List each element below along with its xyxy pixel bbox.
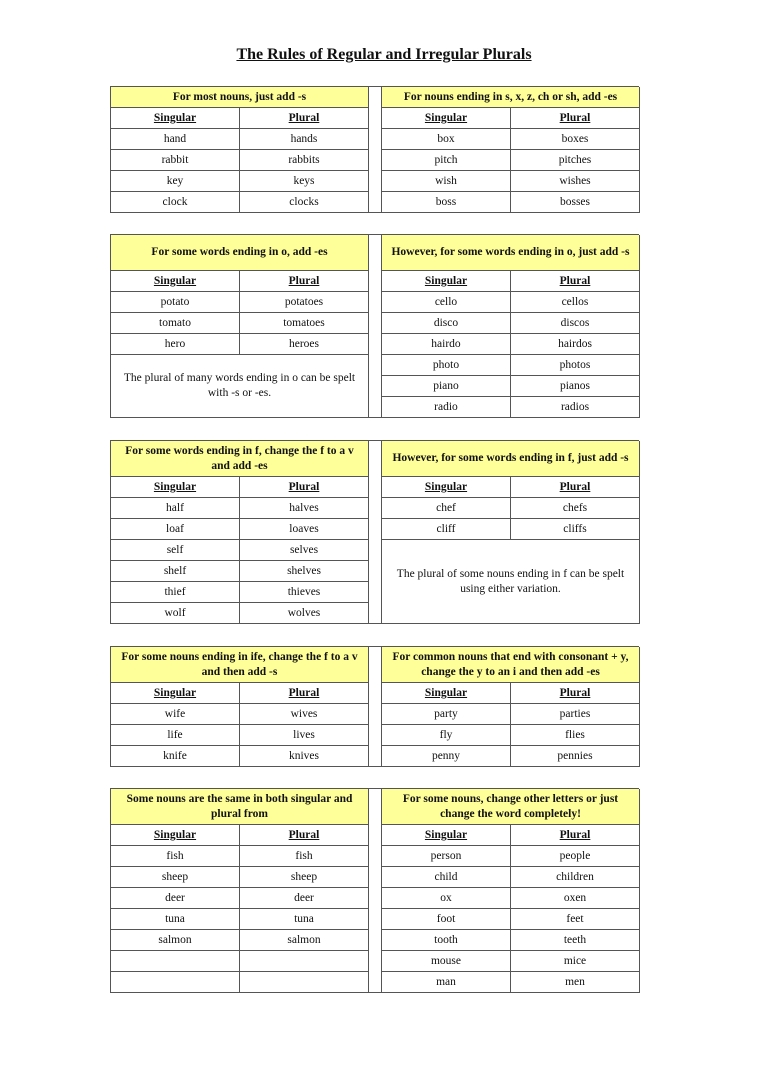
column-gap xyxy=(369,647,382,767)
plural-cell: thieves xyxy=(240,582,369,603)
plural-cell: rabbits xyxy=(240,150,369,171)
plural-cell: pennies xyxy=(511,746,640,767)
plural-cell: halves xyxy=(240,498,369,519)
plural-cell: loaves xyxy=(240,519,369,540)
plural-column-header: Plural xyxy=(240,825,369,846)
singular-cell: foot xyxy=(382,909,511,930)
empty-cell xyxy=(111,972,240,993)
singular-cell: fly xyxy=(382,725,511,746)
singular-cell: shelf xyxy=(111,561,240,582)
singular-cell: salmon xyxy=(111,930,240,951)
singular-cell: piano xyxy=(382,376,511,397)
plural-cell: tuna xyxy=(240,909,369,930)
singular-cell: ox xyxy=(382,888,511,909)
singular-cell: rabbit xyxy=(111,150,240,171)
section-ife-and-y xyxy=(110,646,639,767)
singular-cell: hand xyxy=(111,129,240,150)
plural-column-header: Plural xyxy=(240,271,369,292)
singular-column-header: Singular xyxy=(111,683,240,704)
singular-cell: cello xyxy=(382,292,511,313)
singular-cell: person xyxy=(382,846,511,867)
singular-cell: loaf xyxy=(111,519,240,540)
plural-cell: tomatoes xyxy=(240,313,369,334)
plural-column-header: Plural xyxy=(240,683,369,704)
empty-cell xyxy=(240,972,369,993)
singular-cell: pitch xyxy=(382,150,511,171)
singular-cell: potato xyxy=(111,292,240,313)
singular-cell: deer xyxy=(111,888,240,909)
column-gap xyxy=(369,87,382,213)
singular-column-header: Singular xyxy=(382,825,511,846)
singular-column-header: Singular xyxy=(382,108,511,129)
rule-header: However, for some words ending in o, just add -s xyxy=(382,235,640,271)
singular-column-header: Singular xyxy=(382,683,511,704)
rule-header: For some words ending in f, change the f to a v and add -es xyxy=(111,441,369,477)
plural-cell: hands xyxy=(240,129,369,150)
plural-cell: people xyxy=(511,846,640,867)
plural-cell: pianos xyxy=(511,376,640,397)
singular-cell: life xyxy=(111,725,240,746)
plural-cell: knives xyxy=(240,746,369,767)
singular-cell: tuna xyxy=(111,909,240,930)
rule-header: For nouns ending in s, x, z, ch or sh, add -es xyxy=(382,87,640,108)
section-words-ending-o xyxy=(110,234,639,418)
singular-cell: key xyxy=(111,171,240,192)
plural-cell: fish xyxy=(240,846,369,867)
column-gap xyxy=(369,789,382,993)
singular-column-header: Singular xyxy=(111,108,240,129)
rule-header: For most nouns, just add -s xyxy=(111,87,369,108)
section-same-and-irregular xyxy=(110,788,639,993)
singular-cell: chef xyxy=(382,498,511,519)
plural-cell: shelves xyxy=(240,561,369,582)
singular-cell: wolf xyxy=(111,603,240,624)
plural-cell: oxen xyxy=(511,888,640,909)
plural-cell: heroes xyxy=(240,334,369,355)
plural-cell: photos xyxy=(511,355,640,376)
plural-cell: teeth xyxy=(511,930,640,951)
plural-cell: feet xyxy=(511,909,640,930)
singular-cell: wife xyxy=(111,704,240,725)
section-words-ending-f xyxy=(110,440,639,624)
singular-column-header: Singular xyxy=(111,477,240,498)
plural-cell: wishes xyxy=(511,171,640,192)
plural-cell: men xyxy=(511,972,640,993)
singular-cell: self xyxy=(111,540,240,561)
plural-cell: hairdos xyxy=(511,334,640,355)
singular-cell: photo xyxy=(382,355,511,376)
plural-cell: potatoes xyxy=(240,292,369,313)
singular-column-header: Singular xyxy=(111,825,240,846)
plural-column-header: Plural xyxy=(240,108,369,129)
empty-cell xyxy=(111,951,240,972)
singular-cell: box xyxy=(382,129,511,150)
rule-header: Some nouns are the same in both singular and plural from xyxy=(111,789,369,825)
rule-header: For some nouns, change other letters or just change the word completely! xyxy=(382,789,640,825)
plural-cell: salmon xyxy=(240,930,369,951)
plural-cell: deer xyxy=(240,888,369,909)
singular-cell: tomato xyxy=(111,313,240,334)
singular-cell: man xyxy=(382,972,511,993)
plural-cell: lives xyxy=(240,725,369,746)
plural-column-header: Plural xyxy=(511,108,640,129)
plural-cell: cellos xyxy=(511,292,640,313)
plural-column-header: Plural xyxy=(511,477,640,498)
singular-column-header: Singular xyxy=(111,271,240,292)
singular-cell: clock xyxy=(111,192,240,213)
singular-cell: cliff xyxy=(382,519,511,540)
singular-column-header: Singular xyxy=(382,477,511,498)
column-gap xyxy=(369,441,382,624)
singular-cell: thief xyxy=(111,582,240,603)
plural-cell: clocks xyxy=(240,192,369,213)
plural-column-header: Plural xyxy=(240,477,369,498)
plural-cell: discos xyxy=(511,313,640,334)
singular-cell: tooth xyxy=(382,930,511,951)
plural-cell: bosses xyxy=(511,192,640,213)
note-cell: The plural of many words ending in o can be spelt with -s or -es. xyxy=(111,355,369,418)
singular-cell: disco xyxy=(382,313,511,334)
singular-column-header: Singular xyxy=(382,271,511,292)
rule-header: For common nouns that end with consonant + y, change the y to an i and then add -es xyxy=(382,647,640,683)
plural-cell: wives xyxy=(240,704,369,725)
singular-cell: party xyxy=(382,704,511,725)
singular-cell: hairdo xyxy=(382,334,511,355)
column-gap xyxy=(369,235,382,418)
empty-cell xyxy=(240,951,369,972)
singular-cell: radio xyxy=(382,397,511,418)
plural-column-header: Plural xyxy=(511,825,640,846)
plural-cell: children xyxy=(511,867,640,888)
page-title: The Rules of Regular and Irregular Plurals xyxy=(236,46,532,63)
singular-cell: wish xyxy=(382,171,511,192)
plural-cell: wolves xyxy=(240,603,369,624)
plural-cell: selves xyxy=(240,540,369,561)
singular-cell: child xyxy=(382,867,511,888)
singular-cell: fish xyxy=(111,846,240,867)
rule-header: For some words ending in o, add -es xyxy=(111,235,369,271)
plural-column-header: Plural xyxy=(511,271,640,292)
rule-header: For some nouns ending in ife, change the f to a v and then add -s xyxy=(111,647,369,683)
note-cell: The plural of some nouns ending in f can be spelt using either variation. xyxy=(382,540,640,624)
plural-cell: flies xyxy=(511,725,640,746)
plural-cell: pitches xyxy=(511,150,640,171)
plural-cell: mice xyxy=(511,951,640,972)
plural-cell: chefs xyxy=(511,498,640,519)
singular-cell: half xyxy=(111,498,240,519)
singular-cell: boss xyxy=(382,192,511,213)
singular-cell: penny xyxy=(382,746,511,767)
rule-header: However, for some words ending in f, just add -s xyxy=(382,441,640,477)
plural-cell: parties xyxy=(511,704,640,725)
singular-cell: mouse xyxy=(382,951,511,972)
singular-cell: knife xyxy=(111,746,240,767)
plural-cell: sheep xyxy=(240,867,369,888)
plural-cell: cliffs xyxy=(511,519,640,540)
singular-cell: hero xyxy=(111,334,240,355)
plural-cell: boxes xyxy=(511,129,640,150)
plural-cell: keys xyxy=(240,171,369,192)
plural-cell: radios xyxy=(511,397,640,418)
plural-column-header: Plural xyxy=(511,683,640,704)
singular-cell: sheep xyxy=(111,867,240,888)
section-add-s-es xyxy=(110,86,639,213)
